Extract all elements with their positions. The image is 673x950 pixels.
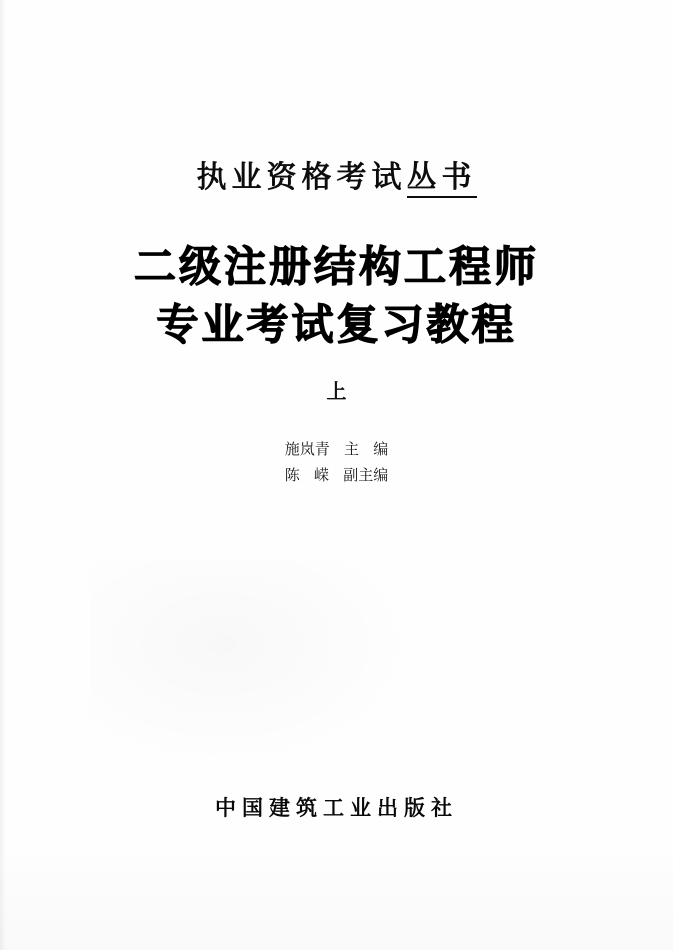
paper-shading-patch-upper [90, 560, 420, 770]
series-title-underlined-part: 丛书 [407, 160, 477, 198]
main-title [0, 238, 673, 354]
main-title-line-1: 二级注册结构工程师 [133, 242, 539, 291]
publisher-name: 中国建筑工业出版社 [215, 795, 458, 820]
credit-deputy-editor: 陈 嵘 副主编 [284, 466, 389, 484]
credit-editor-in-chief: 施岚青 主 编 [284, 440, 389, 458]
paper-shading-patch-lower [0, 840, 673, 950]
volume-mark: 上 [326, 379, 347, 403]
series-title [0, 152, 673, 196]
series-title-prefix: 执业资格考试 [196, 160, 407, 195]
main-title-line-2: 专业考试复习教程 [156, 300, 517, 349]
credits-block [0, 436, 673, 488]
